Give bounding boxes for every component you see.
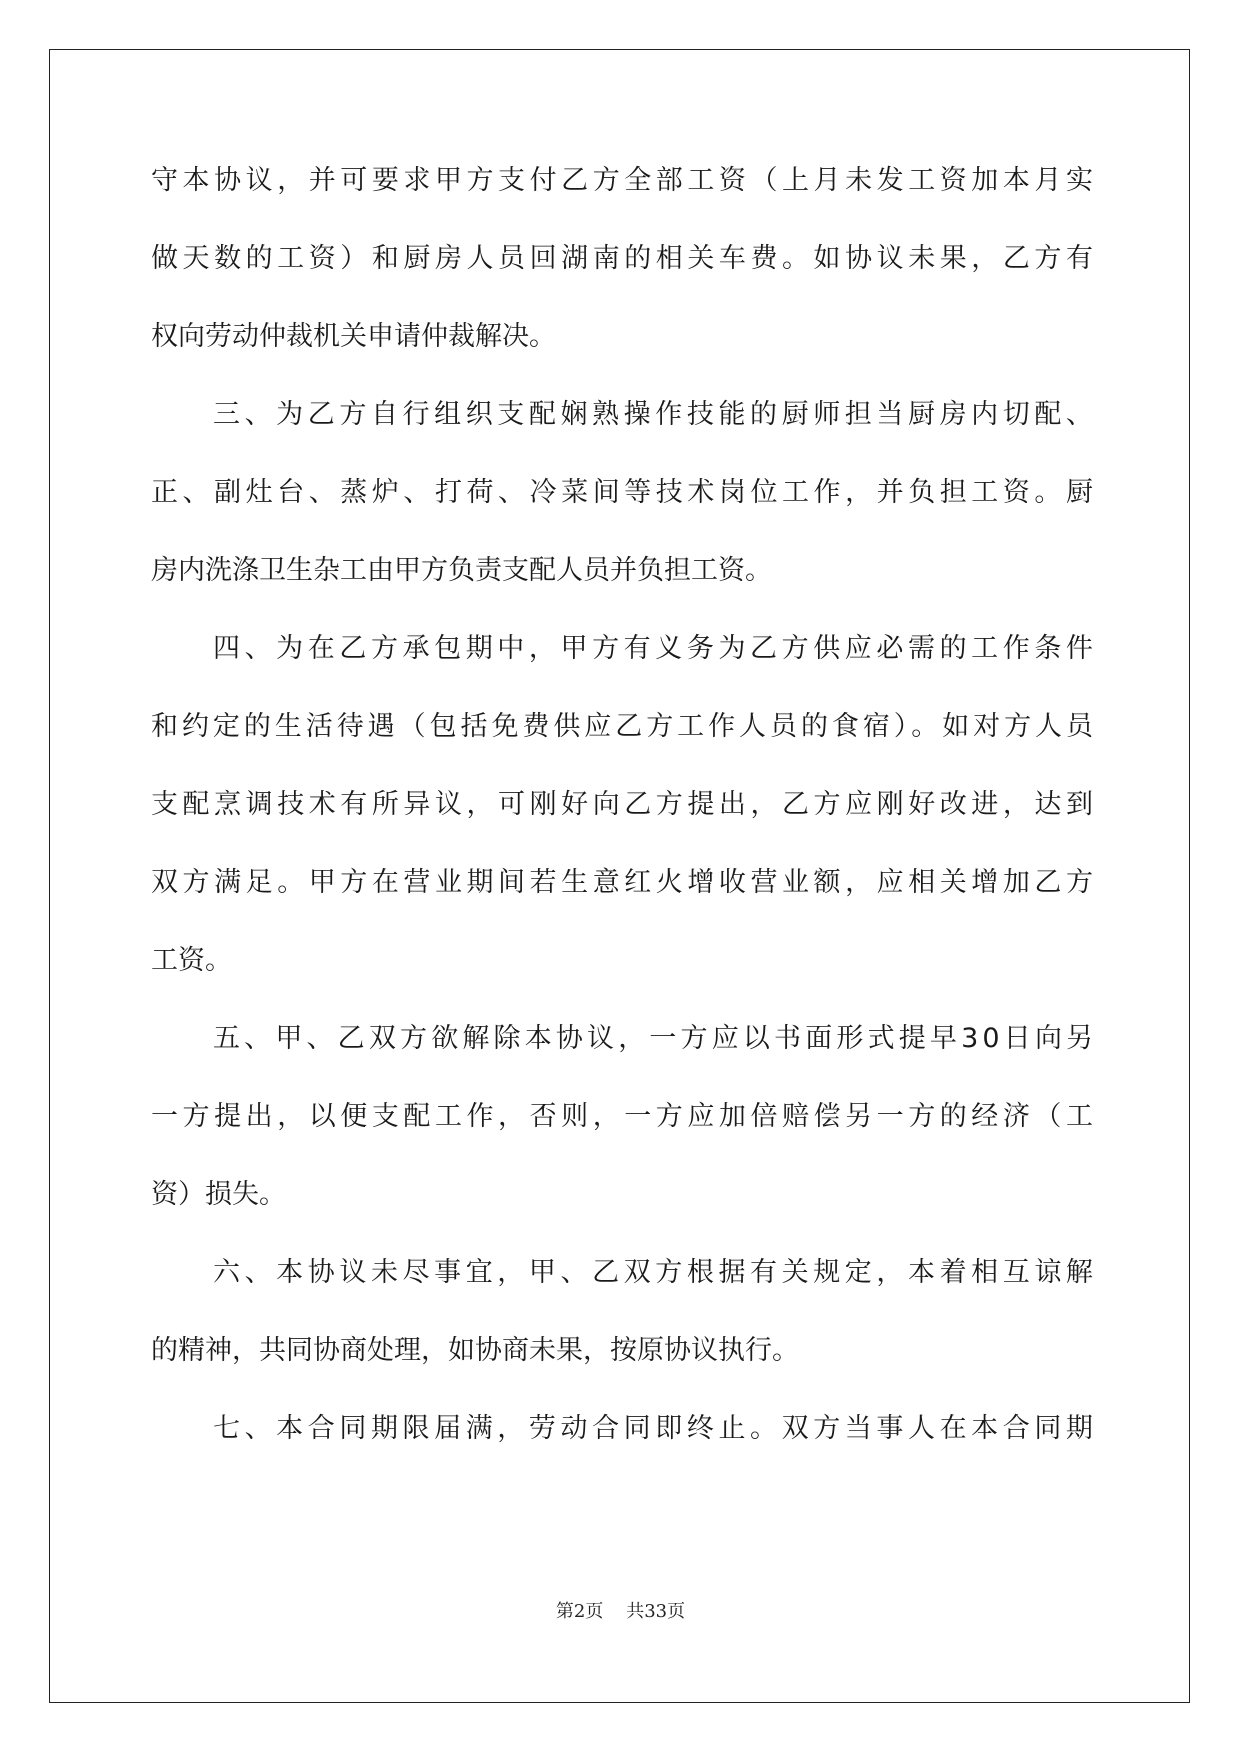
document-body [151,142,1098,1468]
text-line: 权向劳动仲裁机关申请仲裁解决。 [151,321,556,352]
text-line: 做天数的工资）和厨房人员回湖南的相关车费。如协议未果，乙方有 [151,243,1098,274]
paragraph-start-line: 七、本合同期限届满，劳动合同即终止。双方当事人在本合同期 [213,1413,1098,1444]
text-line: 支配烹调技术有所异议，可刚好向乙方提出，乙方应刚好改进，达到 [151,789,1098,820]
text-line: 的精神，共同协商处理，如协商未果，按原协议执行。 [151,1335,799,1366]
paragraph-start-line: 六、本协议未尽事宜，甲、乙双方根据有关规定，本着相互谅解 [213,1257,1098,1288]
text-line: 守本协议，并可要求甲方支付乙方全部工资（上月未发工资加本月实 [151,165,1098,196]
paragraph-start-line: 五、甲、乙双方欲解除本协议，一方应以书面形式提早30日向另 [213,1023,1098,1054]
text-line: 双方满足。甲方在营业期间若生意红火增收营业额，应相关增加乙方 [151,867,1098,898]
text-line: 和约定的生活待遇（包括免费供应乙方工作人员的食宿）。如对方人员 [151,711,1097,742]
paragraph-start-line: 四、为在乙方承包期中，甲方有义务为乙方供应必需的工作条件 [213,633,1098,664]
page-number-footer: 第2页 共33页 [555,1601,686,1622]
text-line: 一方提出，以便支配工作，否则，一方应加倍赔偿另一方的经济（工 [151,1101,1098,1132]
text-line: 房内洗涤卫生杂工由甲方负责支配人员并负担工资。 [151,555,772,586]
text-line: 资）损失。 [151,1179,286,1210]
paragraph-start-line: 三、为乙方自行组织支配娴熟操作技能的厨师担当厨房内切配、 [213,399,1098,430]
text-line: 工资。 [151,945,232,976]
text-line: 正、副灶台、蒸炉、打荷、冷菜间等技术岗位工作，并负担工资。厨 [151,477,1098,508]
